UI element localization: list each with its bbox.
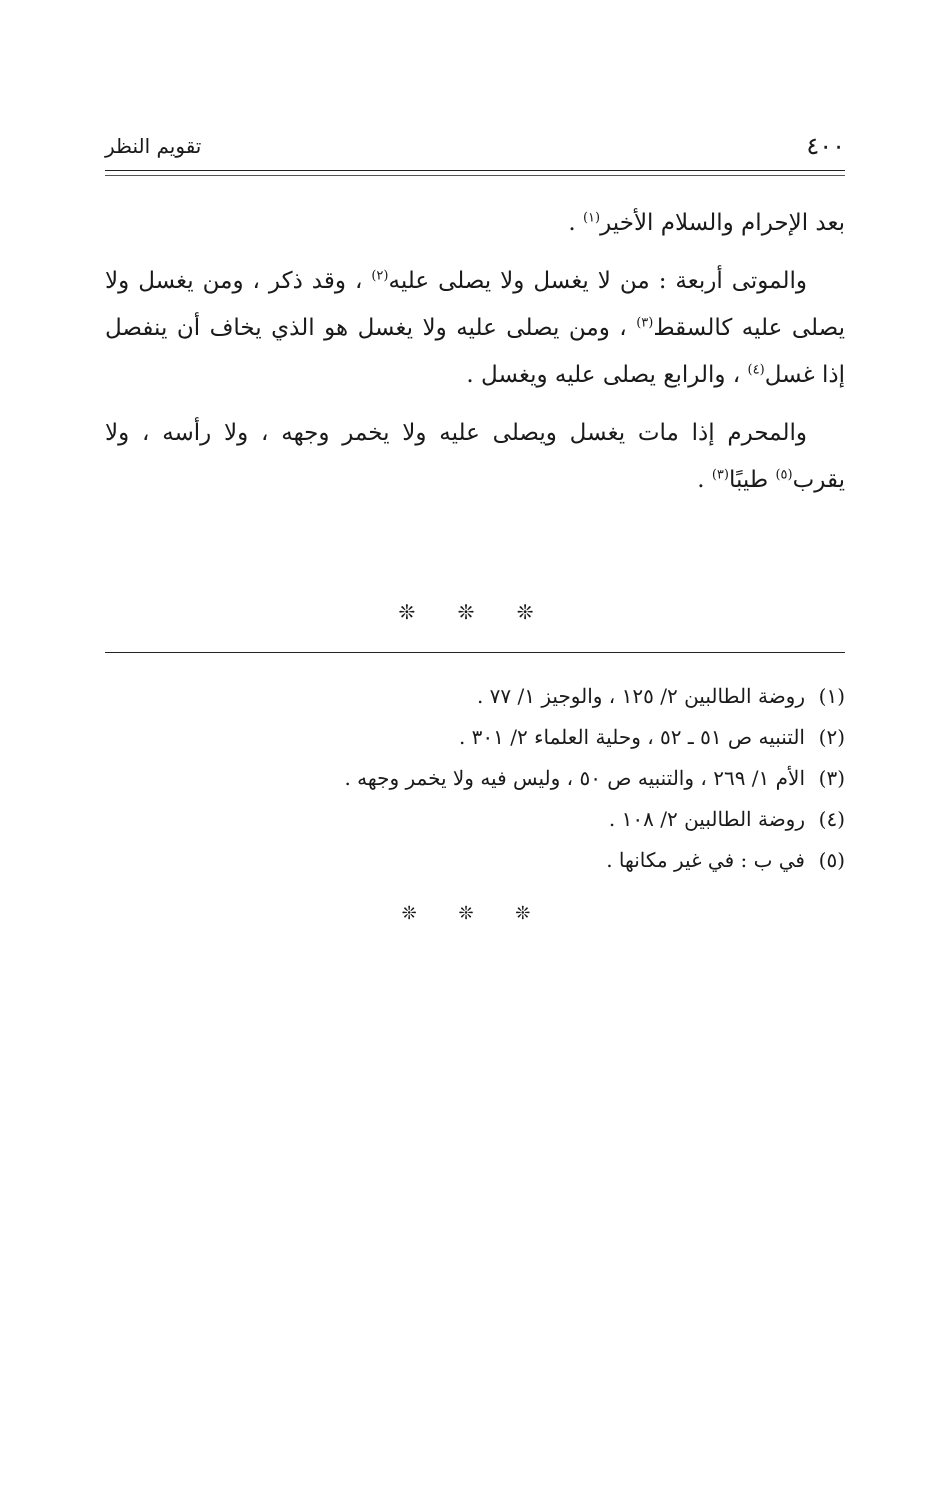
paragraph-3-part-b: طيبًا — [728, 467, 776, 493]
footnote-text: الأم ١/ ٢٦٩ ، والتنبيه ص ٥٠ ، وليس فيه ولا يخمر وجهه . — [344, 766, 805, 790]
paragraph-1-text: بعد الإحرام والسلام الأخير — [600, 210, 845, 236]
footnote-ref[interactable]: (٣) — [636, 315, 654, 331]
footnote-item — [105, 717, 845, 758]
footnote-item — [105, 799, 845, 840]
paragraph-2-part-a: والموتى أربعة : من لا يغسل ولا يصلى عليه — [388, 268, 807, 294]
paragraph-3 — [105, 410, 845, 504]
footnote-ref[interactable]: (٤) — [747, 362, 765, 378]
running-title: تقويم النظر — [105, 134, 202, 158]
footnote-ref[interactable]: (١) — [582, 210, 601, 226]
footnote-ref[interactable]: (٥) — [775, 467, 793, 483]
footnotes-list — [105, 676, 845, 881]
footnote-number: (٤) — [818, 807, 845, 831]
header-rule — [105, 170, 845, 171]
footnote-number: (٢) — [818, 725, 845, 749]
footnote-ref[interactable]: (٣) — [711, 467, 729, 483]
footnote-text: روضة الطالبين ٢/ ١٢٥ ، والوجيز ١/ ٧٧ . — [476, 684, 805, 708]
paragraph-1 — [105, 200, 845, 247]
section-separator: ❊ ❊ ❊ — [398, 600, 552, 624]
footnote-number: (٥) — [818, 848, 845, 872]
footnote-rule — [105, 652, 845, 653]
paragraph-2-part-b: ، وقد ذكر ، ومن يغسل ولا يصلى عليه كالسقط — [105, 268, 845, 341]
paragraph-3-part-c: . — [697, 467, 712, 493]
paragraph-1-end: . — [568, 210, 583, 236]
header-rule-thin — [105, 175, 845, 176]
page-header — [105, 132, 845, 166]
footnote-item — [105, 840, 845, 881]
paragraph-2-part-d: ، والرابع يصلى عليه ويغسل . — [466, 362, 748, 388]
footnote-number: (١) — [818, 684, 845, 708]
paragraph-3-part-a: والمحرم إذا مات يغسل ويصلى عليه ولا يخمر وجهه ، ولا رأسه ، ولا يقرب — [105, 420, 845, 493]
footnote-text: في ب : في غير مكانها . — [606, 848, 805, 872]
footnote-text: روضة الطالبين ٢/ ١٠٨ . — [608, 807, 805, 831]
paragraph-2 — [105, 258, 845, 399]
footnote-item — [105, 758, 845, 799]
page-number: ٤٠٠ — [806, 132, 845, 160]
footnote-ref[interactable]: (٢) — [371, 268, 389, 284]
main-text — [105, 200, 845, 515]
paragraph-2-part-c: ، ومن يصلى عليه ولا يغسل هو الذي يخاف أن ينفصل إذا غسل — [105, 315, 845, 388]
footnote-number: (٣) — [818, 766, 845, 790]
footnote-text: التنبيه ص ٥١ ـ ٥٢ ، وحلية العلماء ٢/ ٣٠١ . — [458, 725, 805, 749]
footnote-item — [105, 676, 845, 717]
end-separator: ❊ ❊ ❊ — [401, 903, 549, 924]
